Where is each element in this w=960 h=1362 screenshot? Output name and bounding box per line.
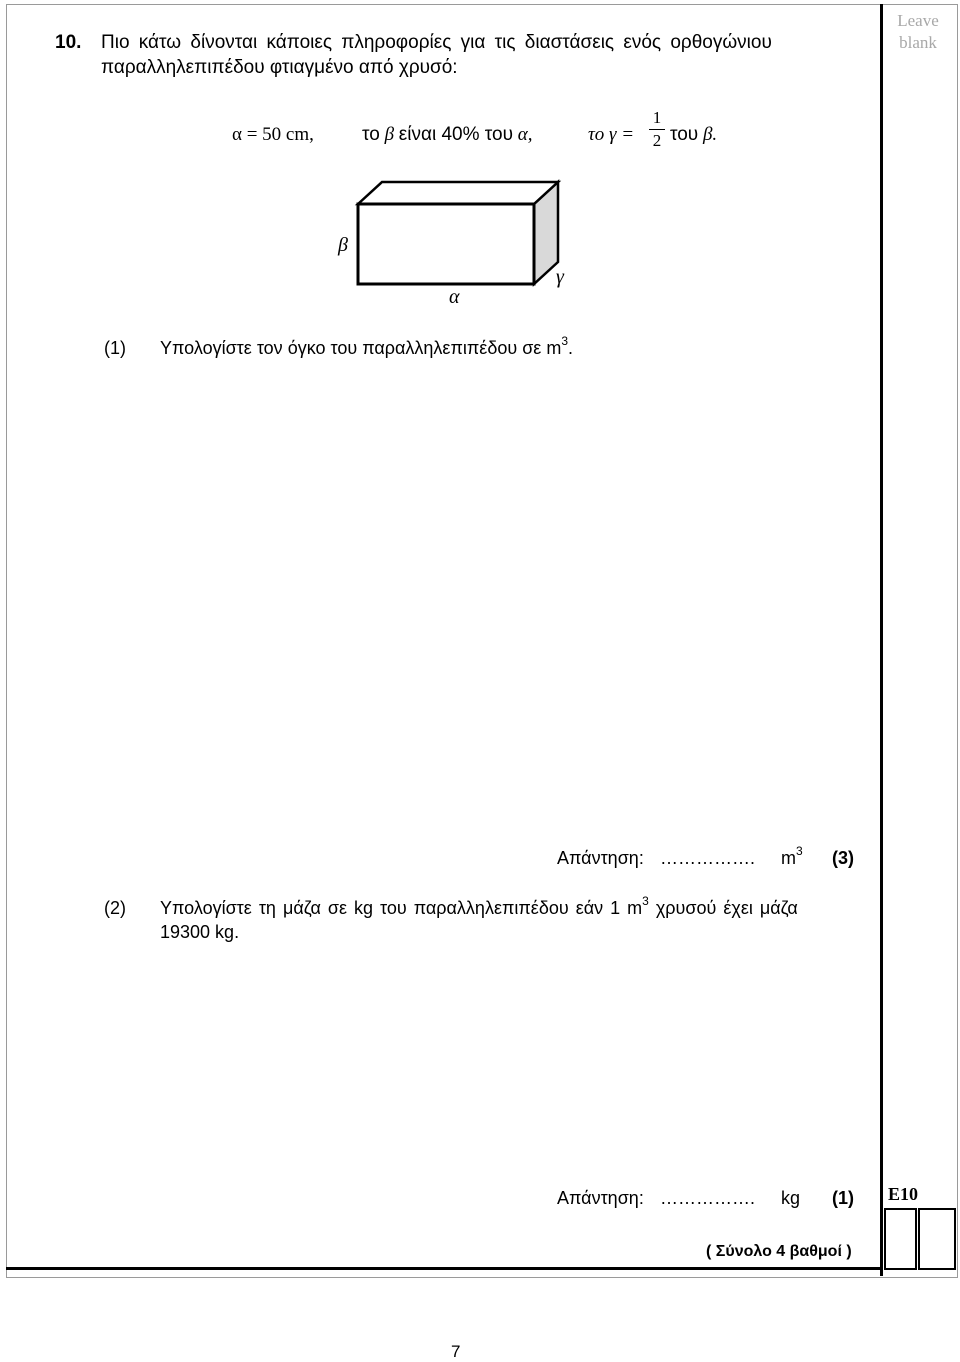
part1-label: (1) <box>104 338 126 358</box>
cuboid-front-face <box>358 204 534 284</box>
marks-box[interactable] <box>918 1208 956 1270</box>
blank-label: blank <box>899 33 937 52</box>
part1-text: Υπολογίστε τον όγκο του παραλληλεπιπέδου σε $m^3$. <box>160 334 574 358</box>
part1-answer-label: Απάντηση: <box>557 848 644 868</box>
leave-blank-label <box>884 10 952 54</box>
label-gamma: γ <box>556 266 564 288</box>
part2-answer-field[interactable]: ……………. <box>660 1188 756 1208</box>
part2-marks: (1) <box>832 1188 854 1208</box>
cuboid-diagram <box>350 176 564 288</box>
gamma-statement: το γ = <box>588 124 635 145</box>
part1-marks: (3) <box>832 848 854 868</box>
label-beta: β <box>338 234 348 256</box>
question-code-label: E10 <box>888 1184 919 1204</box>
question-number: 10. <box>55 32 82 53</box>
part2-text-line2: 19300 kg. <box>160 922 240 942</box>
leave-label: Leave <box>897 11 939 30</box>
total-marks: ( Σύνολο 4 βαθμοί ) <box>706 1243 852 1260</box>
part2-answer-label: Απάντηση: <box>557 1188 644 1208</box>
given-line <box>232 124 314 146</box>
question-code-box-left <box>884 1208 917 1270</box>
alpha-value: α = 50 cm, <box>232 124 314 145</box>
part1-answer-unit: $m^3$ <box>781 844 803 868</box>
part1-answer-field[interactable]: ……………. <box>660 848 756 868</box>
part2-answer-unit: kg <box>781 1188 801 1208</box>
intro-line-2: παραλληλεπιπέδου φτιαγμένο από χρυσό: <box>101 57 458 78</box>
part2-text-line1: Υπολογίστε τη μάζα σε kg του παραλληλεπιπέδου εάν 1 $m^3$ χρυσού έχει μάζα <box>160 894 798 918</box>
gamma-ref: του β. <box>670 124 718 145</box>
page-number: 7 <box>451 1342 461 1361</box>
beta-statement: το β είναι 40% του α, <box>362 124 533 145</box>
fraction-one-half: 1 2 <box>649 108 665 151</box>
part2-label: (2) <box>104 898 126 918</box>
intro-line-1: Πιο κάτω δίνονται κάποιες πληροφορίες για τις διαστάσεις ενός ορθογώνιου <box>101 32 772 53</box>
bottom-rule <box>6 1267 880 1270</box>
margin-column-rule <box>880 4 883 1276</box>
cuboid-top-face <box>358 182 558 204</box>
label-alpha: α <box>449 286 460 308</box>
